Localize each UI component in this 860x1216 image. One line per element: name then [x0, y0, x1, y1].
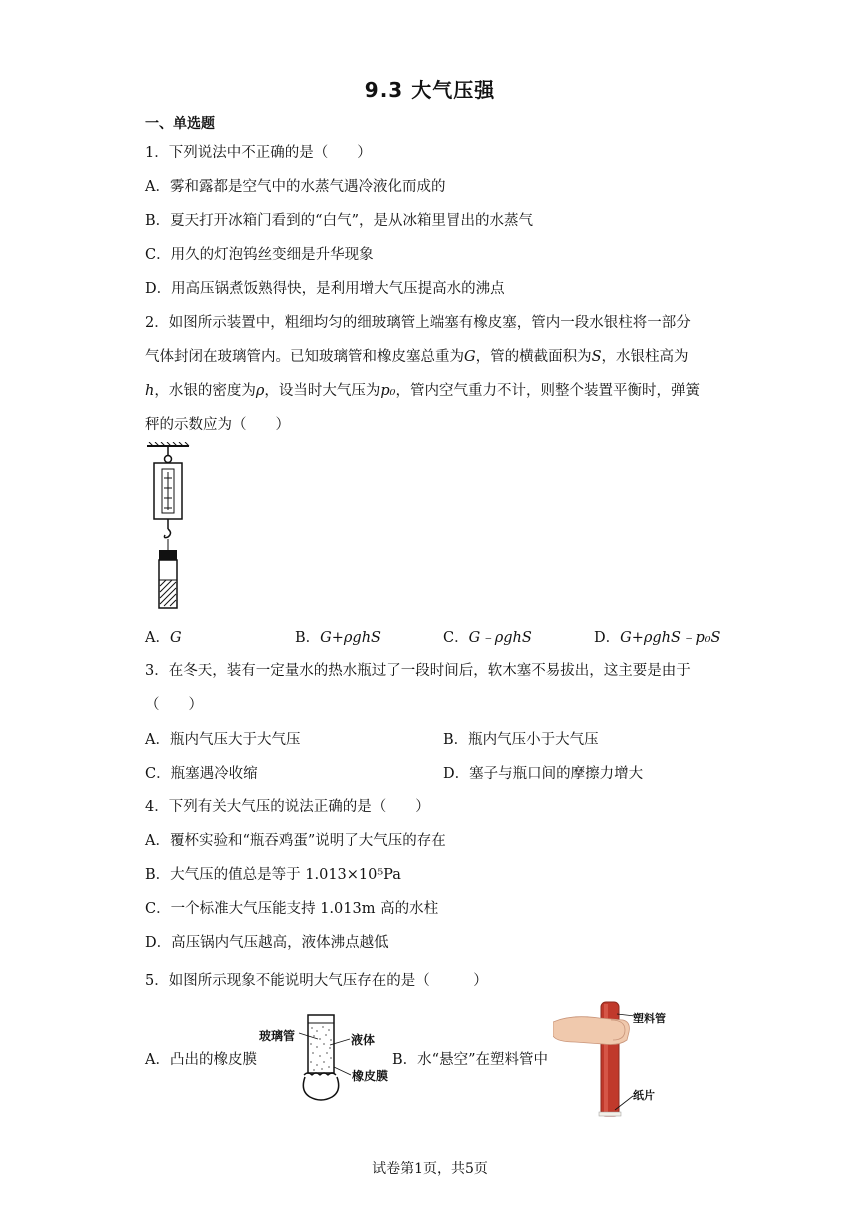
label-glass-tube: 玻璃管: [259, 1029, 296, 1043]
q2-option-d: [594, 626, 720, 647]
q2-text: 气体封闭在玻璃管内。已知玻璃管和橡皮塞总重为: [145, 349, 464, 365]
option-label: D．: [594, 630, 621, 646]
q4-option-c: C．一个标准大气压能支持 1.013m 高的水柱: [145, 901, 439, 917]
q2-option-b: [295, 626, 381, 647]
q5-option-a: A．凸出的橡皮膜: [145, 1052, 257, 1068]
spring-scale-figure: [143, 442, 193, 610]
figure-leader-lines: [296, 1031, 356, 1081]
q5-option-b: B．水“悬空”在塑料管中: [392, 1052, 548, 1068]
q1-option-b: B．夏天打开冰箱门看到的“白气”，是从冰箱里冒出的水蒸气: [145, 213, 533, 229]
q5-stem: 5．如图所示现象不能说明大气压存在的是（ ）: [145, 973, 488, 989]
q2-text: ，水银的密度为: [154, 383, 256, 399]
label-paper-card: 纸片: [633, 1089, 655, 1102]
option-value: G+ρghS: [320, 630, 381, 646]
q2-stem-line2: [145, 345, 689, 366]
q2-option-c: [443, 626, 532, 647]
page-title: 9.3 大气压强: [364, 78, 496, 102]
q2-var-p0: p₀: [380, 383, 396, 399]
q4-option-a: A．覆杯实验和“瓶吞鸡蛋”说明了大气压的存在: [145, 833, 446, 849]
q3-option-d: D．塞子与瓶口间的摩擦力增大: [443, 766, 644, 782]
q2-var-s: S: [591, 349, 602, 365]
option-label: C．: [443, 630, 469, 646]
q2-text: ，设当时大气压为: [264, 383, 381, 399]
q3-stem-line1: 3．在冬天，装有一定量水的热水瓶过了一段时间后，软木塞不易拔出，这主要是由于: [145, 663, 691, 679]
q1-option-c: C．用久的灯泡钨丝变细是升华现象: [145, 247, 374, 263]
q1-option-d: D．用高压锅煮饭熟得快，是利用增大气压提高水的沸点: [145, 281, 505, 297]
q2-text: ，管的横截面积为: [475, 349, 592, 365]
option-label: A．: [145, 630, 170, 646]
q2-option-a: [145, 626, 182, 647]
q3-stem-line2: （ ）: [145, 697, 203, 713]
q3-option-c: C．瓶塞遇冷收缩: [145, 766, 258, 782]
option-value: G: [169, 630, 182, 646]
option-value: G+ρghS﹣p₀S: [620, 630, 721, 646]
q2-stem-line1: 2．如图所示装置中，粗细均匀的细玻璃管上端塞有橡皮塞，管内一段水银柱将一部分: [145, 315, 691, 331]
q2-var-rho: ρ: [255, 383, 265, 399]
q2-text: ，管内空气重力不计，则整个装置平衡时，弹簧: [395, 383, 700, 399]
q2-var-h: h: [145, 383, 155, 399]
q2-stem-line4: 秤的示数应为（ ）: [145, 417, 290, 433]
q3-option-b: B．瓶内气压小于大气压: [443, 732, 599, 748]
label-plastic-tube: 塑料管: [633, 1012, 666, 1025]
page-footer: 试卷第1页，共5页: [372, 1161, 488, 1177]
q4-option-d: D．高压锅内气压越高，液体沸点越低: [145, 935, 389, 951]
label-rubber-membrane: 橡皮膜: [352, 1069, 389, 1083]
option-label: B．: [295, 630, 321, 646]
option-value: G﹣ρghS: [468, 630, 532, 646]
q3-option-a: A．瓶内气压大于大气压: [145, 732, 301, 748]
q1-stem: 1．下列说法中不正确的是（ ）: [145, 145, 372, 161]
q2-stem-line3: [145, 379, 700, 400]
q4-option-b: B．大气压的值总是等于 1.013×10⁵Pa: [145, 867, 401, 883]
q4-stem: 4．下列有关大气压的说法正确的是（ ）: [145, 799, 430, 815]
section-heading: 一、单选题: [145, 116, 215, 132]
q2-var-g: G: [464, 349, 476, 365]
q1-option-a: A．雾和露都是空气中的水蒸气遇冷液化而成的: [145, 179, 446, 195]
q2-text: ，水银柱高为: [601, 349, 689, 365]
label-liquid: 液体: [351, 1033, 376, 1047]
